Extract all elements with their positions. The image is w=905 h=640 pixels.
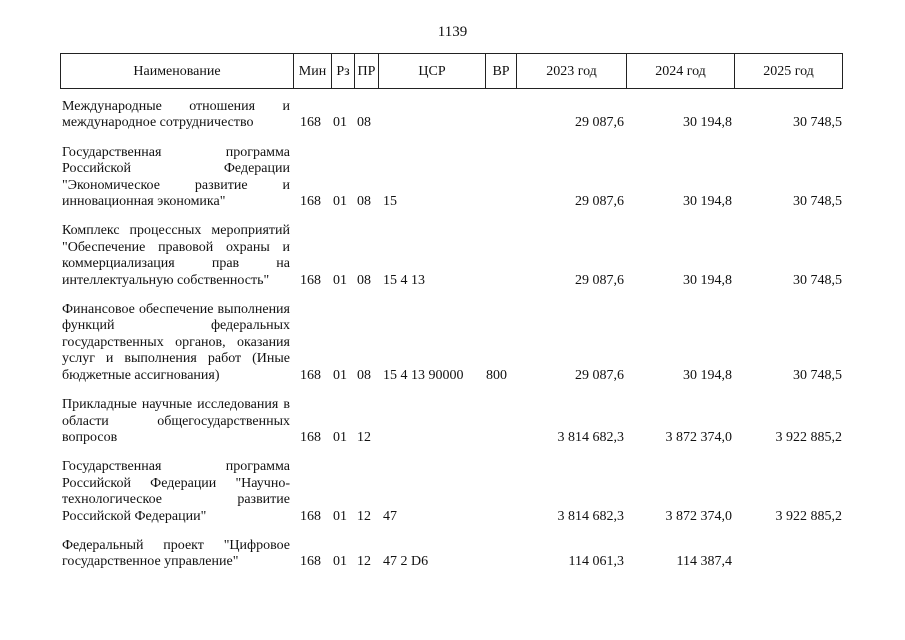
row-csr: 15 <box>383 194 397 210</box>
row-name: Прикладные научные исследования в области общегосударственных вопросов <box>62 397 290 445</box>
row-2024: 30 194,8 <box>683 272 732 288</box>
row-min: 168 <box>300 508 321 524</box>
row-2023: 114 061,3 <box>568 554 624 570</box>
header-rz: Рз <box>332 54 355 88</box>
row-2023: 29 087,6 <box>575 115 624 131</box>
row-2024: 30 194,8 <box>683 194 732 210</box>
header-vr: ВР <box>486 54 517 88</box>
row-csr: 15 4 13 <box>383 272 425 288</box>
row-name: Государственная программа Российской Федерации "Экономическое развитие и инновационная экономика" <box>62 144 290 210</box>
row-name: Финансовое обеспечение выполнения функций федеральных государственных органов, оказания услуг и выполнения работ (Иные бюджетные ассигнования) <box>62 302 290 383</box>
row-pr: 08 <box>357 272 371 288</box>
table-row <box>0 223 905 289</box>
row-2025: 30 748,5 <box>793 115 842 131</box>
row-csr: 47 2 D6 <box>383 554 429 570</box>
row-min: 168 <box>300 429 321 445</box>
row-min: 168 <box>300 554 321 570</box>
row-name: Международные отношения и международное сотрудничество <box>62 99 290 131</box>
row-2023: 3 814 682,3 <box>557 429 624 445</box>
row-2024: 3 872 374,0 <box>665 508 732 524</box>
header-name: Наименование <box>61 54 294 88</box>
row-rz: 01 <box>333 367 347 383</box>
row-min: 168 <box>300 367 321 383</box>
header-csr: ЦСР <box>379 54 486 88</box>
row-pr: 08 <box>357 115 371 131</box>
row-rz: 01 <box>333 508 347 524</box>
row-csr: 47 <box>383 508 397 524</box>
row-name: Государственная программа Российской Федерации "Научно-технологическое развитие Российской Федерации" <box>62 459 290 524</box>
table-row <box>0 145 905 211</box>
row-2025: 3 922 885,2 <box>775 508 842 524</box>
header-min: Мин <box>294 54 332 88</box>
row-min: 168 <box>300 194 321 210</box>
table-header <box>60 53 843 89</box>
row-name: Комплекс процессных мероприятий "Обеспечение правовой охраны и коммерциализация прав на интеллектуальную собственность" <box>62 223 290 288</box>
row-2023: 3 814 682,3 <box>557 508 624 524</box>
row-2024: 3 872 374,0 <box>665 429 732 445</box>
table-row <box>0 397 905 446</box>
row-2025: 3 922 885,2 <box>775 429 842 445</box>
header-2025: 2025 год <box>763 64 814 79</box>
row-2024: 30 194,8 <box>683 115 732 131</box>
row-2024: 30 194,8 <box>683 367 732 383</box>
table-row <box>0 459 905 525</box>
row-2023: 29 087,6 <box>575 272 624 288</box>
row-2023: 29 087,6 <box>575 367 624 383</box>
row-rz: 01 <box>333 194 347 210</box>
row-rz: 01 <box>333 554 347 570</box>
page-number: 1139 <box>437 24 468 40</box>
table-row <box>0 302 905 384</box>
row-2023: 29 087,6 <box>575 194 624 210</box>
row-vr: 800 <box>486 367 507 383</box>
row-pr: 12 <box>357 508 371 524</box>
header-pr: ПР <box>355 54 379 88</box>
row-min: 168 <box>300 115 321 131</box>
row-pr: 12 <box>357 554 371 570</box>
table-row <box>0 99 905 132</box>
row-2025: 30 748,5 <box>793 367 842 383</box>
row-2024: 114 387,4 <box>676 554 732 570</box>
table-row <box>0 538 905 571</box>
row-name: Федеральный проект "Цифровое государственное управление" <box>62 537 290 570</box>
header-2024: 2024 год <box>627 54 735 88</box>
row-rz: 01 <box>333 115 347 131</box>
row-2025: 30 748,5 <box>793 194 842 210</box>
row-pr: 08 <box>357 194 371 210</box>
header-2023: 2023 год <box>517 54 627 88</box>
row-min: 168 <box>300 272 321 288</box>
row-2025: 30 748,5 <box>793 272 842 288</box>
table-body <box>0 99 905 584</box>
row-pr: 08 <box>357 367 371 383</box>
row-rz: 01 <box>333 272 347 288</box>
row-csr: 15 4 13 90000 <box>383 367 464 383</box>
row-pr: 12 <box>357 429 371 445</box>
row-rz: 01 <box>333 429 347 445</box>
